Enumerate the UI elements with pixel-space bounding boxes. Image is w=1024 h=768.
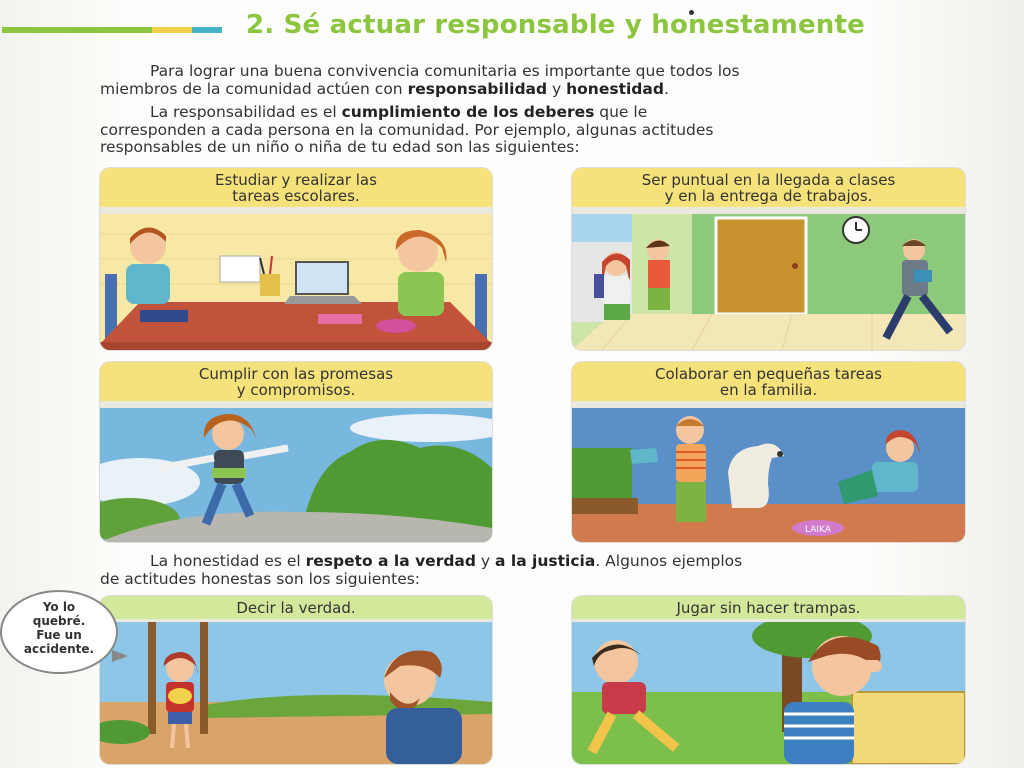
card-punctual-caption: Ser puntual en la llegada a clases y en la entrega de trabajos. (572, 168, 965, 207)
card-fair-play-caption: Jugar sin hacer trampas. (572, 596, 965, 619)
intro-paragraph-1 (100, 63, 740, 98)
family-chores-illustration (572, 408, 965, 542)
card-family-caption: Colaborar en pequeñas tareas en la familia. (572, 362, 965, 401)
fair-play-illustration (572, 622, 965, 764)
speech-line-3: Fue un (36, 628, 82, 642)
speech-line-2: quebré. (32, 614, 86, 628)
speech-line-1: Yo lo (42, 600, 76, 614)
running-girl-illustration (100, 408, 492, 542)
title-decoration-bar (2, 27, 222, 33)
speech-line-4: accidente. (23, 642, 95, 656)
intro-p2-line1: La responsabilidad es el cumplimiento de los deberes que le (150, 103, 648, 121)
intro-paragraph-2 (100, 104, 713, 157)
card-family (572, 362, 965, 542)
intro-p2-line2: corresponden a cada persona en la comunidad. Por ejemplo, algunas actitudes (100, 120, 714, 139)
intro-p1-line1: Para lograr una buena convivencia comunitaria es importante que todos los (150, 62, 740, 80)
intro-p2-line3: responsables de un niño o niña de tu edad son las siguientes: (100, 138, 580, 156)
intro-p1-line2: miembros de la comunidad actúen con responsabilidad y honestidad. (100, 79, 669, 98)
card-study-caption: Estudiar y realizar las tareas escolares. (100, 168, 492, 207)
honesty-paragraph (100, 553, 742, 588)
card-study (100, 168, 492, 350)
dog-bowl-label: LAIKA (805, 525, 831, 535)
card-truth-caption: Decir la verdad. (100, 596, 492, 619)
card-punctual (572, 168, 965, 350)
page-title: 2. Sé actuar responsable y honestamente (246, 10, 865, 40)
telling-truth-illustration (100, 622, 492, 764)
card-truth (100, 596, 492, 764)
honesty-p-line1: La honestidad es el respeto a la verdad y a la justicia. Algunos ejemplos (150, 552, 743, 570)
study-illustration (100, 214, 492, 350)
school-hallway-illustration (572, 214, 965, 350)
card-promises (100, 362, 492, 542)
card-fair-play (572, 596, 965, 764)
honesty-p-line2: de actitudes honestas son los siguientes: (100, 569, 421, 588)
card-promises-caption: Cumplir con las promesas y compromisos. (100, 362, 492, 401)
speech-bubble (0, 590, 118, 674)
